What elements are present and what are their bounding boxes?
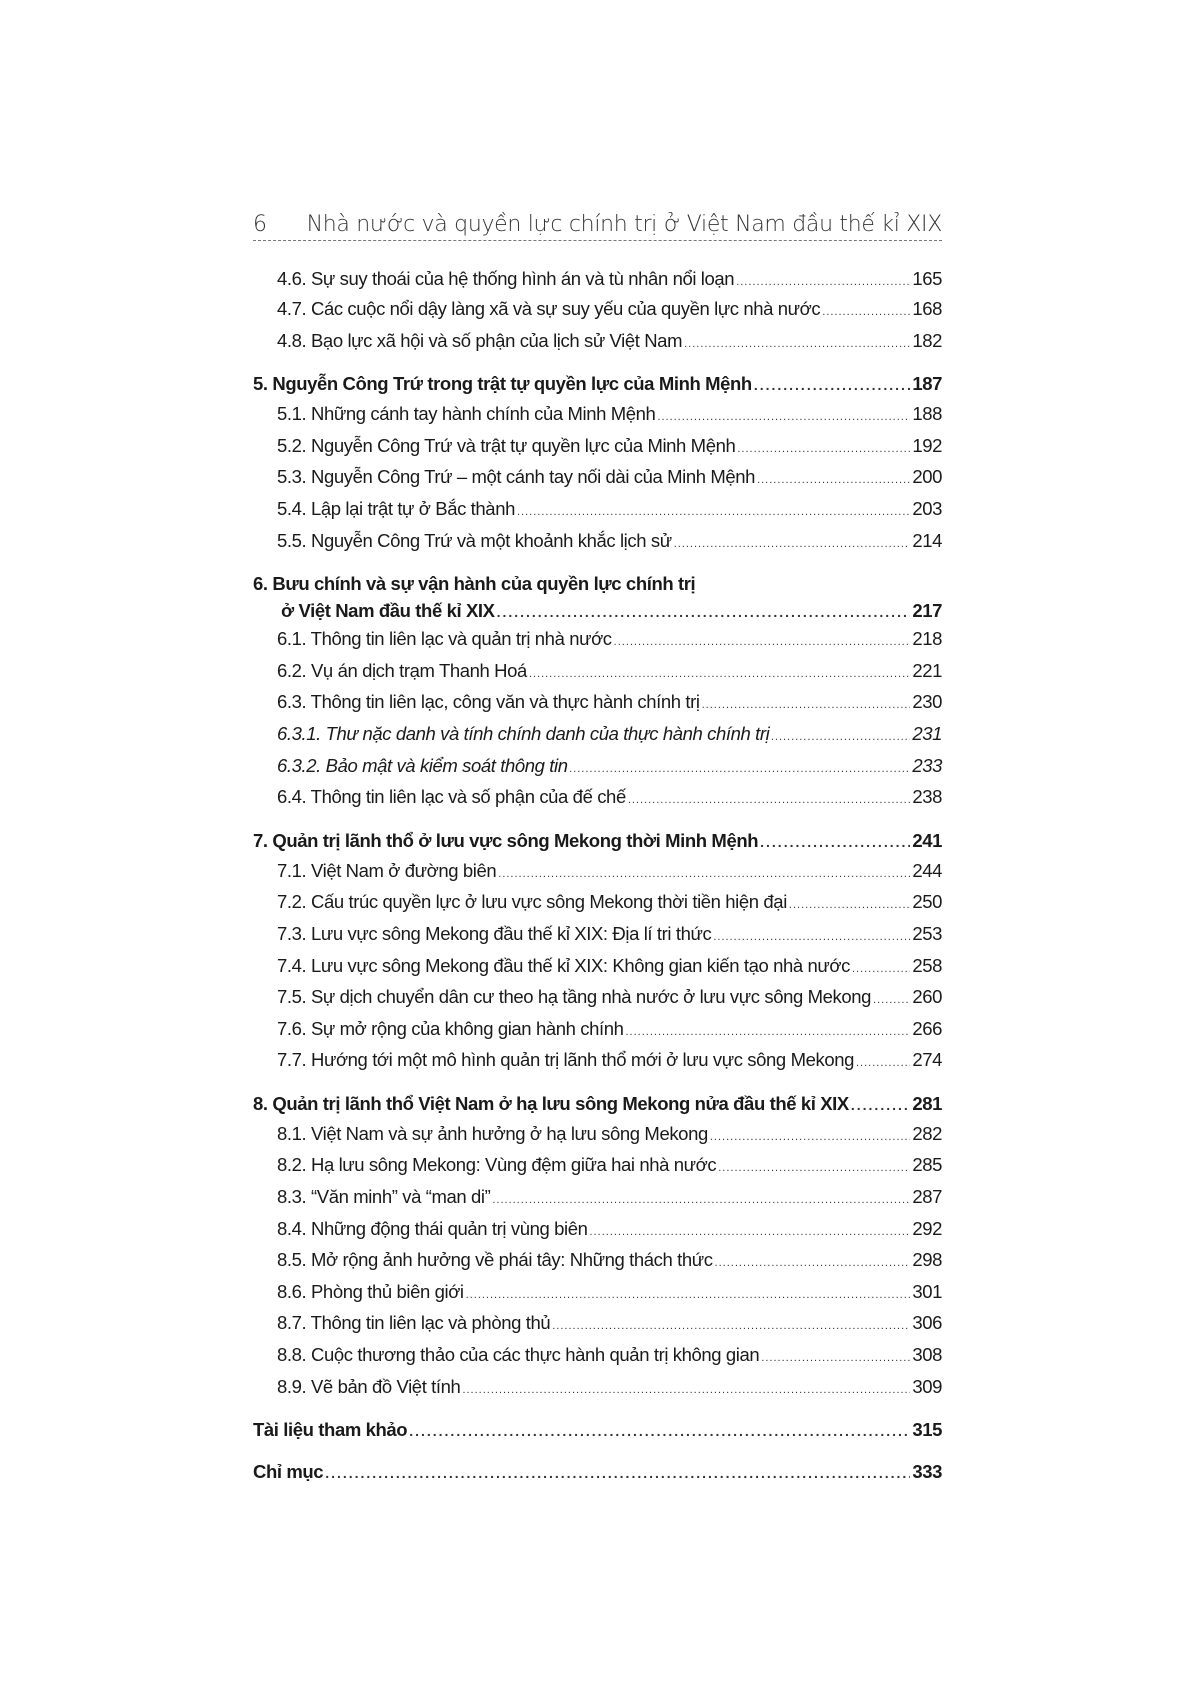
dot-leader <box>674 531 911 559</box>
toc-entry-title: 8.1. Việt Nam và sự ảnh hưởng ở hạ lưu sông Mekong <box>277 1122 708 1144</box>
dot-leader <box>325 1459 910 1488</box>
toc-page-number: 165 <box>912 268 942 289</box>
dot-leader <box>737 436 910 464</box>
dot-leader <box>497 600 911 625</box>
toc-subentry <box>253 1151 942 1183</box>
table-of-contents <box>253 266 942 1488</box>
toc-entry-title: Tài liệu tham khảo <box>253 1419 408 1441</box>
toc-page-number: 238 <box>912 786 942 808</box>
toc-subentry <box>253 1046 942 1078</box>
dot-leader <box>409 1417 910 1446</box>
dot-leader <box>710 1124 910 1152</box>
toc-entry-title: 8. Quản trị lãnh thổ Việt Nam ở hạ lưu sông Mekong nửa đầu thế kỉ XIX <box>253 1092 849 1114</box>
dot-leader <box>590 1219 911 1247</box>
toc-entry-title: 6.3. Thông tin liên lạc, công văn và thực hành chính trị <box>277 691 700 713</box>
toc-page-number: 282 <box>912 1122 942 1144</box>
toc-page-number: 192 <box>912 434 942 456</box>
toc-page-number: 230 <box>912 691 942 713</box>
toc-subentry <box>253 327 942 359</box>
dot-leader <box>761 1345 910 1373</box>
toc-page-number: 250 <box>912 891 942 913</box>
toc-subentry <box>253 295 942 327</box>
toc-subentry <box>253 266 942 295</box>
toc-entry-title: 7. Quản trị lãnh thổ ở lưu vực sông Mekong thời Minh Mệnh <box>253 829 759 851</box>
running-header <box>253 203 942 241</box>
toc-subentry <box>253 495 942 527</box>
dot-leader <box>614 629 911 657</box>
toc-entry-title: 7.3. Lưu vực sông Mekong đầu thế kỉ XIX: Địa lí tri thức <box>277 922 712 944</box>
toc-page-number: 306 <box>912 1312 942 1334</box>
toc-page-number: 301 <box>912 1280 942 1302</box>
toc-subentry <box>253 1120 942 1152</box>
dot-leader <box>626 1019 911 1047</box>
toc-page-number: 182 <box>912 329 942 351</box>
dot-leader <box>760 828 910 857</box>
toc-subentry <box>253 688 942 720</box>
dot-leader <box>517 499 910 527</box>
toc-entry-title: 7.5. Sự dịch chuyển dân cư theo hạ tầng nhà nước ở lưu vực sông Mekong <box>277 986 872 1008</box>
toc-entry-title: 8.4. Những động thái quản trị vùng biên <box>277 1217 588 1239</box>
toc-subentry <box>253 752 942 784</box>
toc-entry-title: 5.1. Những cánh tay hành chính của Minh Mệnh <box>277 403 656 425</box>
toc-subentry <box>253 400 942 432</box>
toc-subentry <box>253 1015 942 1047</box>
toc-subentry <box>253 952 942 984</box>
dot-leader <box>771 724 910 752</box>
toc-page-number: 258 <box>912 954 942 976</box>
toc-page-number: 260 <box>912 986 942 1008</box>
toc-page-number: 285 <box>912 1154 942 1176</box>
toc-entry-title: 6. Bưu chính và sự vận hành của quyền lực chính trị <box>253 573 696 595</box>
toc-chapter-entry <box>253 369 942 400</box>
toc-subentry <box>253 857 942 889</box>
toc-subentry <box>253 1341 942 1373</box>
toc-entry-title: 6.1. Thông tin liên lạc và quản trị nhà nước <box>277 628 612 650</box>
toc-page-number: 333 <box>912 1461 942 1483</box>
toc-subentry <box>253 1183 942 1215</box>
dot-leader <box>718 1155 910 1183</box>
toc-entry-title: 7.1. Việt Nam ở đường biên <box>277 859 497 881</box>
toc-page-number: 309 <box>912 1375 942 1397</box>
toc-entry-title: 8.5. Mở rộng ảnh hưởng về phái tây: Những thách thức <box>277 1249 713 1271</box>
dot-leader <box>713 924 910 952</box>
dot-leader <box>852 956 910 984</box>
toc-entry-title: 6.4. Thông tin liên lạc và số phận của đế chế <box>277 786 626 808</box>
toc-page-number: 253 <box>912 922 942 944</box>
toc-subentry <box>253 1246 942 1278</box>
dot-leader <box>498 861 910 889</box>
toc-page-number: 266 <box>912 1017 942 1039</box>
toc-page-number: 221 <box>912 659 942 681</box>
toc-subentry <box>253 888 942 920</box>
toc-entry-title: 6.3.1. Thư nặc danh và tính chính danh của thực hành chính trị <box>277 722 770 744</box>
toc-entry-title: 8.7. Thông tin liên lạc và phòng thủ <box>277 1312 551 1334</box>
toc-entry-title: 5. Nguyễn Công Trứ trong trật tự quyền lực của Minh Mệnh <box>253 373 752 395</box>
toc-entry-title: ở Việt Nam đầu thế kỉ XIX <box>281 600 495 622</box>
toc-entry-title: 4.7. Các cuộc nổi dậy làng xã và sự suy yếu của quyền lực nhà nước <box>277 298 821 319</box>
dot-leader <box>856 1050 910 1078</box>
dot-leader <box>462 1377 910 1405</box>
toc-page-number: 281 <box>912 1092 942 1114</box>
toc-entry-title: 6.2. Vụ án dịch trạm Thanh Hoá <box>277 659 527 681</box>
dot-leader <box>715 1250 911 1278</box>
toc-chapter-entry <box>253 826 942 857</box>
toc-entry-title: 6.3.2. Bảo mật và kiểm soát thông tin <box>277 754 568 776</box>
toc-entry-title: 4.8. Bạo lực xã hội và số phận của lịch sử Việt Nam <box>277 329 683 351</box>
toc-page-number: 187 <box>912 373 942 395</box>
toc-page-number: 233 <box>912 754 942 776</box>
toc-entry-title: 7.4. Lưu vực sông Mekong đầu thế kỉ XIX: Không gian kiến tạo nhà nước <box>277 954 850 976</box>
toc-entry-title: 7.6. Sự mở rộng của không gian hành chính <box>277 1017 624 1039</box>
dot-leader <box>529 661 910 689</box>
toc-entry-title: 5.4. Lập lại trật tự ở Bắc thành <box>277 497 515 519</box>
toc-entry-title: 7.7. Hướng tới một mô hình quản trị lãnh thổ mới ở lưu vực sông Mekong <box>277 1049 854 1071</box>
toc-subentry <box>253 625 942 657</box>
toc-entry-title: 4.6. Sự suy thoái của hệ thống hình án và tù nhân nổi loạn <box>277 268 735 289</box>
dot-leader <box>822 299 910 327</box>
toc-chapter-entry <box>253 569 942 598</box>
toc-chapter-entry <box>253 598 942 625</box>
toc-subentry <box>253 1278 942 1310</box>
toc-page-number: 200 <box>912 466 942 488</box>
toc-entry-title: 8.2. Hạ lưu sông Mekong: Vùng đệm giữa hai nhà nước <box>277 1154 717 1176</box>
toc-page-number: 214 <box>912 529 942 551</box>
toc-chapter-entry <box>253 1415 942 1446</box>
toc-entry-title: 7.2. Cấu trúc quyền lực ở lưu vực sông Mekong thời tiền hiện đại <box>277 891 787 913</box>
toc-subentry <box>253 1309 942 1341</box>
toc-page-number: 231 <box>912 722 942 744</box>
running-title: Nhà nước và quyền lực chính trị ở Việt Nam đầu thế kỉ XIX <box>306 212 942 237</box>
toc-page-number: 287 <box>912 1186 942 1208</box>
toc-page-number: 298 <box>912 1249 942 1271</box>
toc-page-number: 315 <box>912 1419 942 1441</box>
dot-leader <box>789 892 910 920</box>
dot-leader <box>570 756 911 784</box>
dot-leader <box>754 371 911 400</box>
toc-subentry <box>253 657 942 689</box>
toc-page-number: 244 <box>912 859 942 881</box>
toc-entry-title: 8.3. “Văn minh” và “man di” <box>277 1186 491 1208</box>
toc-subentry <box>253 920 942 952</box>
toc-page-number: 217 <box>912 600 942 622</box>
toc-page-number: 274 <box>912 1049 942 1071</box>
toc-page-number: 218 <box>912 628 942 650</box>
toc-subentry <box>253 432 942 464</box>
toc-entry-title: Chỉ mục <box>253 1461 324 1483</box>
toc-page-number: 188 <box>912 403 942 425</box>
dot-leader <box>702 692 911 720</box>
dot-leader <box>466 1282 911 1310</box>
toc-page-number: 168 <box>912 298 942 319</box>
toc-subentry <box>253 783 942 815</box>
dot-leader <box>736 269 910 295</box>
toc-entry-title: 5.3. Nguyễn Công Trứ – một cánh tay nối dài của Minh Mệnh <box>277 466 756 488</box>
dot-leader <box>851 1091 910 1120</box>
toc-subentry <box>253 527 942 559</box>
toc-page-number: 203 <box>912 497 942 519</box>
toc-subentry <box>253 1215 942 1247</box>
dot-leader <box>873 987 910 1015</box>
toc-chapter-entry <box>253 1089 942 1120</box>
dot-leader <box>657 404 910 432</box>
page-number: 6 <box>253 212 267 237</box>
dot-leader <box>684 331 910 359</box>
toc-page-number: 241 <box>912 829 942 851</box>
toc-entry-title: 5.5. Nguyễn Công Trứ và một khoảnh khắc lịch sử <box>277 529 672 551</box>
dot-leader <box>757 467 910 495</box>
toc-page-number: 308 <box>912 1344 942 1366</box>
toc-entry-title: 8.9. Vẽ bản đồ Việt tính <box>277 1375 461 1397</box>
toc-subentry <box>253 463 942 495</box>
toc-chapter-entry <box>253 1457 942 1488</box>
dot-leader <box>552 1313 910 1341</box>
toc-page-number: 292 <box>912 1217 942 1239</box>
toc-entry-title: 5.2. Nguyễn Công Trứ và trật tự quyền lực của Minh Mệnh <box>277 434 736 456</box>
toc-subentry <box>253 720 942 752</box>
toc-subentry <box>253 983 942 1015</box>
dot-leader <box>628 787 910 815</box>
toc-subentry <box>253 1373 942 1405</box>
toc-entry-title: 8.8. Cuộc thương thảo của các thực hành quản trị không gian <box>277 1344 760 1366</box>
dot-leader <box>492 1187 910 1215</box>
toc-entry-title: 8.6. Phòng thủ biên giới <box>277 1280 464 1302</box>
